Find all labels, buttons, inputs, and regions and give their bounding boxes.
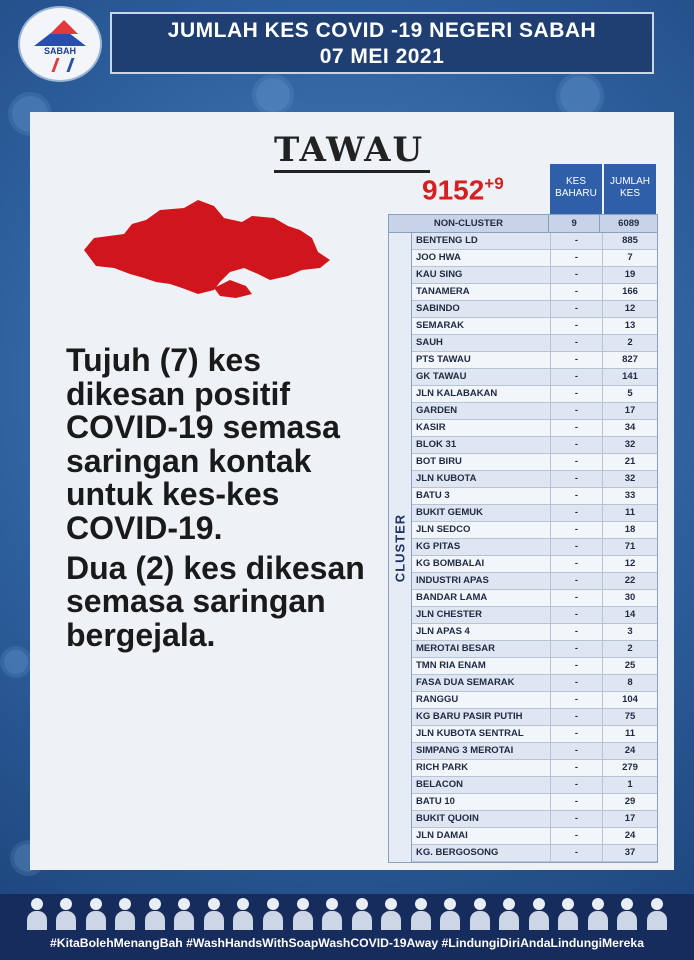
cluster-total-cases: 18 [602, 522, 657, 538]
cluster-total-cases: 2 [602, 641, 657, 657]
table-row [412, 284, 657, 301]
cluster-new-cases: - [550, 471, 602, 487]
cluster-new-cases: - [550, 505, 602, 521]
person-icon [203, 898, 225, 930]
table-row [412, 743, 657, 760]
header-banner [110, 12, 654, 74]
person-icon [646, 898, 668, 930]
total-new: +9 [484, 174, 504, 193]
cluster-total-cases: 12 [602, 301, 657, 317]
district-title: TAWAU [274, 130, 425, 170]
cluster-total-cases: 25 [602, 658, 657, 674]
person-icon [616, 898, 638, 930]
table-row [412, 828, 657, 845]
person-icon [173, 898, 195, 930]
cluster-total-cases: 17 [602, 403, 657, 419]
cluster-total-cases: 5 [602, 386, 657, 402]
cluster-new-cases: - [550, 641, 602, 657]
footer-hashtags: #KitaBolehMenangBah #WashHandsWithSoapWashCOVID-19Away #LindungiDiriAndaLindungiMereka [50, 936, 644, 950]
cluster-new-cases: - [550, 777, 602, 793]
cluster-total-cases: 32 [602, 471, 657, 487]
cluster-new-cases: - [550, 250, 602, 266]
cluster-name: KG BARU PASIR PUTIH [416, 711, 523, 722]
cluster-name: KASIR [416, 422, 446, 433]
cluster-new-cases: - [550, 403, 602, 419]
person-icon [351, 898, 373, 930]
header-title: JUMLAH KES COVID -19 NEGERI SABAH [167, 19, 597, 42]
table-row [412, 777, 657, 794]
cluster-name: BLOK 31 [416, 439, 457, 450]
table-row [412, 267, 657, 284]
virus-decoration-icon [560, 76, 600, 116]
person-icon [469, 898, 491, 930]
cluster-new-cases: - [550, 233, 602, 249]
cluster-new-cases: - [550, 301, 602, 317]
table-row [412, 454, 657, 471]
person-icon [528, 898, 550, 930]
table-row [412, 641, 657, 658]
table-row [412, 845, 657, 862]
cluster-total-cases: 24 [602, 743, 657, 759]
cluster-total-cases: 1 [602, 777, 657, 793]
cluster-new-cases: - [550, 743, 602, 759]
cluster-new-cases: - [550, 522, 602, 538]
cluster-total-cases: 19 [602, 267, 657, 283]
cluster-total-cases: 37 [602, 845, 657, 861]
cluster-name: KAU SING [416, 269, 463, 280]
table-row [412, 437, 657, 454]
cluster-name: JLN KUBOTA SENTRAL [416, 728, 524, 739]
mountain-peak-icon [50, 20, 78, 34]
person-icon [144, 898, 166, 930]
cluster-name: BOT BIRU [416, 456, 462, 467]
cluster-new-cases: - [550, 607, 602, 623]
tawau-map-icon [74, 190, 334, 300]
table-row [412, 573, 657, 590]
non-cluster-new: 9 [548, 215, 600, 232]
cluster-total-cases: 17 [602, 811, 657, 827]
cluster-name: JOO HWA [416, 252, 461, 263]
person-icon [380, 898, 402, 930]
person-icon [55, 898, 77, 930]
table-row [412, 590, 657, 607]
cluster-section [389, 232, 657, 862]
cluster-total-cases: 22 [602, 573, 657, 589]
cluster-name: JLN CHESTER [416, 609, 482, 620]
column-header-kes-baharu: KES BAHARU [550, 164, 602, 214]
cluster-total-cases: 14 [602, 607, 657, 623]
cluster-total-cases: 3 [602, 624, 657, 640]
table-row [412, 539, 657, 556]
table-row [412, 403, 657, 420]
announcement-paragraph-2: Dua (2) kes dikesan semasa saringan bergejala. [66, 549, 365, 653]
cluster-total-cases: 104 [602, 692, 657, 708]
cluster-total-cases: 2 [602, 335, 657, 351]
table-row [412, 386, 657, 403]
cluster-name: KG. BERGOSONG [416, 847, 499, 858]
sabah-logo [18, 6, 102, 82]
cluster-name: SABINDO [416, 303, 460, 314]
cases-table [388, 214, 658, 863]
person-icon [557, 898, 579, 930]
cluster-new-cases: - [550, 386, 602, 402]
person-icon [292, 898, 314, 930]
cluster-new-cases: - [550, 811, 602, 827]
cluster-new-cases: - [550, 675, 602, 691]
cluster-name: BUKIT GEMUK [416, 507, 484, 518]
person-icon [498, 898, 520, 930]
cluster-new-cases: - [550, 590, 602, 606]
cluster-name: TMN RIA ENAM [416, 660, 486, 671]
table-row [412, 420, 657, 437]
table-row [412, 488, 657, 505]
cluster-name: KG PITAS [416, 541, 461, 552]
virus-decoration-icon [256, 78, 290, 112]
cluster-total-cases: 11 [602, 505, 657, 521]
district-underline [274, 170, 430, 173]
cluster-total-cases: 11 [602, 726, 657, 742]
cluster-total-cases: 29 [602, 794, 657, 810]
cluster-new-cases: - [550, 267, 602, 283]
cluster-name: KG BOMBALAI [416, 558, 485, 569]
cluster-name: GARDEN [416, 405, 458, 416]
table-row [412, 522, 657, 539]
cluster-rows [412, 233, 657, 862]
cluster-name: JLN KALABAKAN [416, 388, 498, 399]
cluster-total-cases: 166 [602, 284, 657, 300]
cluster-total-cases: 21 [602, 454, 657, 470]
cluster-name: RICH PARK [416, 762, 469, 773]
announcement-paragraph-1: Tujuh (7) kes dikesan positif COVID-19 semasa saringan kontak untuk kes-kes COVID-19. [66, 342, 340, 546]
table-row [412, 250, 657, 267]
cluster-new-cases: - [550, 556, 602, 572]
person-icon [232, 898, 254, 930]
wave-icon [51, 58, 74, 72]
cluster-name: BENTENG LD [416, 235, 478, 246]
cluster-name: RANGGU [416, 694, 459, 705]
cluster-total-cases: 75 [602, 709, 657, 725]
cluster-new-cases: - [550, 454, 602, 470]
cluster-name: BATU 3 [416, 490, 450, 501]
table-row [412, 335, 657, 352]
person-icon [439, 898, 461, 930]
cluster-total-cases: 279 [602, 760, 657, 776]
cluster-new-cases: - [550, 420, 602, 436]
cluster-total-cases: 24 [602, 828, 657, 844]
column-header-jumlah-kes: JUMLAH KES [604, 164, 656, 214]
cluster-name: JLN APAS 4 [416, 626, 470, 637]
cluster-name: MEROTAI BESAR [416, 643, 495, 654]
cluster-new-cases: - [550, 335, 602, 351]
cluster-new-cases: - [550, 369, 602, 385]
footer-banner [0, 894, 694, 960]
cluster-label: CLUSTER [392, 513, 408, 582]
table-row [412, 301, 657, 318]
cluster-name: BELACON [416, 779, 463, 790]
cluster-total-cases: 71 [602, 539, 657, 555]
cluster-label-cell [389, 233, 412, 862]
cluster-new-cases: - [550, 318, 602, 334]
table-row [412, 794, 657, 811]
person-icon [114, 898, 136, 930]
cluster-new-cases: - [550, 794, 602, 810]
table-row [412, 658, 657, 675]
person-icon [410, 898, 432, 930]
cluster-name: PTS TAWAU [416, 354, 471, 365]
people-illustration [22, 898, 672, 932]
cluster-name: JLN KUBOTA [416, 473, 477, 484]
cluster-new-cases: - [550, 352, 602, 368]
cluster-name: BUKIT QUOIN [416, 813, 479, 824]
cluster-name: BATU 10 [416, 796, 455, 807]
table-row [412, 675, 657, 692]
logo-text: SABAH [43, 46, 76, 56]
cluster-total-cases: 34 [602, 420, 657, 436]
cluster-new-cases: - [550, 284, 602, 300]
cluster-new-cases: - [550, 488, 602, 504]
cluster-total-cases: 12 [602, 556, 657, 572]
table-row [412, 811, 657, 828]
cluster-total-cases: 7 [602, 250, 657, 266]
non-cluster-total: 6089 [599, 215, 657, 232]
table-row [412, 709, 657, 726]
cluster-name: SAUH [416, 337, 443, 348]
table-row [412, 556, 657, 573]
table-row [412, 692, 657, 709]
table-row [412, 607, 657, 624]
non-cluster-row [389, 215, 657, 232]
cluster-new-cases: - [550, 845, 602, 861]
table-row [412, 233, 657, 250]
cluster-name: TANAMERA [416, 286, 470, 297]
table-row [412, 471, 657, 488]
cluster-total-cases: 141 [602, 369, 657, 385]
person-icon [26, 898, 48, 930]
cluster-new-cases: - [550, 709, 602, 725]
cluster-total-cases: 13 [602, 318, 657, 334]
table-row [412, 726, 657, 743]
table-row [412, 318, 657, 335]
cluster-total-cases: 8 [602, 675, 657, 691]
announcement-text [66, 344, 386, 652]
cluster-name: JLN DAMAI [416, 830, 468, 841]
person-icon [85, 898, 107, 930]
cluster-new-cases: - [550, 658, 602, 674]
cluster-total-cases: 33 [602, 488, 657, 504]
main-panel [30, 112, 674, 870]
cluster-name: JLN SEDCO [416, 524, 471, 535]
cluster-new-cases: - [550, 437, 602, 453]
total-cases [422, 174, 504, 206]
cluster-new-cases: - [550, 624, 602, 640]
cluster-total-cases: 827 [602, 352, 657, 368]
cluster-name: BANDAR LAMA [416, 592, 488, 603]
table-row [412, 505, 657, 522]
table-row [412, 760, 657, 777]
cluster-name: SEMARAK [416, 320, 465, 331]
cluster-total-cases: 32 [602, 437, 657, 453]
cluster-total-cases: 885 [602, 233, 657, 249]
cluster-name: GK TAWAU [416, 371, 467, 382]
cluster-total-cases: 30 [602, 590, 657, 606]
table-row [412, 624, 657, 641]
cluster-new-cases: - [550, 760, 602, 776]
cluster-new-cases: - [550, 539, 602, 555]
total-value: 9152 [422, 174, 485, 206]
cluster-name: FASA DUA SEMARAK [416, 677, 515, 688]
cluster-new-cases: - [550, 692, 602, 708]
cluster-new-cases: - [550, 573, 602, 589]
virus-decoration-icon [4, 650, 28, 674]
person-icon [262, 898, 284, 930]
person-icon [321, 898, 343, 930]
person-icon [587, 898, 609, 930]
non-cluster-label: NON-CLUSTER [433, 218, 503, 229]
cluster-name: SIMPANG 3 MEROTAI [416, 745, 514, 756]
table-row [412, 352, 657, 369]
cluster-name: INDUSTRI APAS [416, 575, 489, 586]
header-date: 07 MEI 2021 [319, 45, 445, 68]
table-row [412, 369, 657, 386]
cluster-new-cases: - [550, 726, 602, 742]
cluster-new-cases: - [550, 828, 602, 844]
